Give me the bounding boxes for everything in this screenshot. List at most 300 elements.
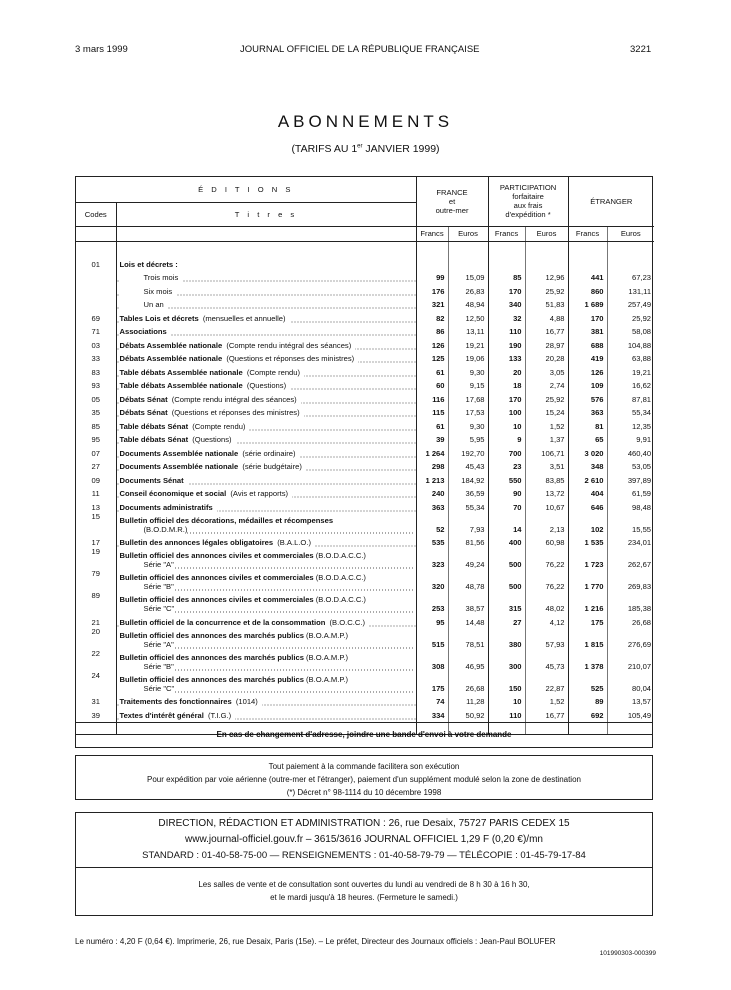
price-cell: 3,05	[525, 363, 568, 377]
price-cell: 25,92	[525, 390, 568, 404]
price-cell: 22,87	[525, 671, 568, 693]
price-cell: 308	[416, 649, 448, 671]
price-cell: 78,51	[448, 627, 488, 649]
price-cell: 363	[416, 498, 448, 512]
row-title-detail: (Questions)	[190, 435, 232, 444]
row-title	[116, 390, 416, 404]
price-cell: 262,67	[607, 547, 654, 569]
price-cell: 1,52	[525, 417, 568, 431]
price-cell	[525, 255, 568, 269]
price-cell: 9,30	[448, 417, 488, 431]
price-cell: 10,67	[525, 498, 568, 512]
row-title	[116, 323, 416, 337]
header-page-number: 3221	[630, 44, 652, 55]
address-change-notice: En cas de changement d'adresse, joindre une bande d'envoi à votre demande	[75, 722, 653, 748]
price-cell: 184,92	[448, 471, 488, 485]
price-cell: 26,68	[448, 671, 488, 693]
unit-euros: Euros	[525, 226, 568, 241]
table-row	[76, 671, 654, 693]
price-cell: 860	[568, 282, 607, 296]
price-cell: 104,88	[607, 336, 654, 350]
tarifs-table-frame	[75, 176, 653, 735]
row-title	[116, 255, 416, 269]
table-row	[76, 485, 654, 499]
price-cell: 55,34	[607, 404, 654, 418]
price-cell: 48,78	[448, 569, 488, 591]
price-cell: 25,92	[607, 309, 654, 323]
row-title	[116, 485, 416, 499]
payment-line: (*) Décret n° 98-1114 du 10 décembre 1998	[286, 788, 442, 797]
row-code: 31	[91, 697, 100, 706]
price-cell: 11,28	[448, 693, 488, 707]
unit-francs: Francs	[488, 226, 525, 241]
price-cell	[568, 255, 607, 269]
row-code: 09	[91, 475, 100, 485]
row-title-main: Bulletin officiel des annonces civiles et commerciales	[119, 551, 314, 560]
price-cell: 15,09	[448, 269, 488, 283]
row-code: 93	[91, 381, 100, 390]
row-code: 69	[91, 313, 100, 323]
row-code: 15	[91, 511, 100, 521]
price-cell: 102	[568, 512, 607, 534]
price-cell: 240	[416, 485, 448, 499]
row-title-main: Débats Sénat	[119, 394, 168, 404]
row-title	[116, 512, 416, 534]
price-cell: 81,56	[448, 534, 488, 548]
price-cell: 105,49	[607, 706, 654, 720]
price-cell: 26,83	[448, 282, 488, 296]
row-title-main: Table débats Sénat	[119, 435, 189, 444]
price-cell	[607, 255, 654, 269]
row-code: 89	[91, 591, 100, 600]
price-cell: 340	[488, 296, 525, 310]
price-cell: 688	[568, 336, 607, 350]
price-cell: 20,28	[525, 350, 568, 364]
price-cell: 53,05	[607, 458, 654, 472]
header-participation: PARTICIPATION forfaitaire aux frais d'expédition *	[488, 177, 568, 226]
price-cell: 190	[488, 336, 525, 350]
price-cell: 48,94	[448, 296, 488, 310]
row-title	[116, 444, 416, 458]
price-cell: 76,22	[525, 547, 568, 569]
row-title-main: Bulletin officiel des annonces des marchés publics	[119, 630, 304, 640]
unit-euros: Euros	[448, 226, 488, 241]
price-cell: 300	[488, 649, 525, 671]
row-title-series: Série "C"	[120, 684, 175, 693]
price-cell: 150	[488, 671, 525, 693]
row-title-main: Lois et décrets :	[119, 259, 178, 269]
price-cell: 315	[488, 591, 525, 613]
unit-euros: Euros	[607, 226, 654, 241]
price-cell: 334	[416, 706, 448, 720]
header-france: FRANCE et outre-mer	[416, 177, 488, 226]
row-code: 85	[91, 421, 100, 431]
table-row	[76, 458, 654, 472]
price-cell: 3,51	[525, 458, 568, 472]
row-title-detail: (Avis et rapports)	[228, 489, 289, 498]
price-cell	[416, 255, 448, 269]
price-cell: 176	[416, 282, 448, 296]
row-code: 83	[91, 367, 100, 377]
row-title-main: Traitements des fonctionnaires	[119, 697, 232, 706]
price-cell: 9,15	[448, 377, 488, 391]
table-row	[76, 471, 654, 485]
row-title-series: Série "C"	[120, 604, 175, 613]
payment-line: Tout paiement à la commande facilitera son exécution	[268, 762, 460, 771]
price-cell: 58,08	[607, 323, 654, 337]
row-title-detail: (Compte rendu intégral des séances)	[169, 394, 297, 404]
price-cell: 700	[488, 444, 525, 458]
row-title-main: Documents Assemblée nationale	[119, 448, 239, 458]
table-row	[76, 444, 654, 458]
row-title	[116, 613, 416, 627]
table-row	[76, 591, 654, 613]
price-cell: 55,34	[448, 498, 488, 512]
price-cell: 87,81	[607, 390, 654, 404]
price-cell: 500	[488, 547, 525, 569]
row-title-detail: (B.O.C.C.)	[327, 617, 365, 627]
admin-line: STANDARD : 01-40-58-75-00 — RENSEIGNEMENTS : 01-40-58-79-79 — TÉLÉCOPIE : 01-45-79-17-84	[142, 850, 586, 861]
price-cell: 39	[416, 431, 448, 445]
row-title	[116, 269, 416, 283]
row-code: 11	[91, 489, 100, 498]
row-code	[76, 269, 116, 283]
price-cell: 257,49	[607, 296, 654, 310]
row-title-detail: (B.O.D.A.C.C.)	[313, 595, 366, 604]
price-cell: 7,93	[448, 512, 488, 534]
row-code	[76, 296, 116, 310]
row-title-main: Table débats Assemblée nationale	[119, 367, 243, 377]
price-cell: 2 610	[568, 471, 607, 485]
row-title-main: Documents Assemblée nationale	[119, 462, 239, 471]
price-cell: 50,92	[448, 706, 488, 720]
price-cell: 1 815	[568, 627, 607, 649]
price-cell: 60	[416, 377, 448, 391]
price-cell: 82	[416, 309, 448, 323]
row-title-detail: (Questions et réponses des ministres)	[169, 408, 300, 417]
row-title	[116, 627, 416, 649]
page-title: ABONNEMENTS	[277, 112, 454, 131]
row-code: 24	[91, 670, 100, 680]
price-cell: 419	[568, 350, 607, 364]
price-cell: 13,72	[525, 485, 568, 499]
footer-text: Le numéro : 4,20 F (0,64 €). Imprimerie, 26, rue Desaix, Paris (15e). – Le préfet, Directeur des Journaux officiels : Jean-Paul BOLUFER	[75, 937, 556, 946]
unit-francs: Francs	[416, 226, 448, 241]
price-cell: 170	[488, 390, 525, 404]
price-cell: 14,48	[448, 613, 488, 627]
row-code: 05	[91, 394, 100, 404]
price-cell: 19,21	[607, 363, 654, 377]
footer-id: 101990303-000399	[599, 950, 656, 957]
price-cell: 126	[416, 336, 448, 350]
table-row	[76, 706, 654, 720]
price-cell: 61,59	[607, 485, 654, 499]
row-title-detail: (Questions et réponses des ministres)	[224, 354, 355, 363]
price-cell: 10	[488, 693, 525, 707]
price-cell: 131,11	[607, 282, 654, 296]
sales-line: Les salles de vente et de consultation sont ouvertes du lundi au vendredi de 8 h 30 à 16 h 30,	[198, 880, 530, 889]
price-cell: 19,21	[448, 336, 488, 350]
price-cell: 525	[568, 671, 607, 693]
row-title-main: Bulletin officiel de la concurrence et de la consommation	[119, 617, 326, 627]
row-title-main: Documents Sénat	[119, 475, 184, 485]
price-cell: 76,22	[525, 569, 568, 591]
row-title	[116, 649, 416, 671]
price-cell: 5,95	[448, 431, 488, 445]
price-cell: 28,97	[525, 336, 568, 350]
row-title-detail: (B.O.D.A.C.C.)	[313, 551, 366, 560]
price-cell: 12,50	[448, 309, 488, 323]
price-cell: 99	[416, 269, 448, 283]
price-cell: 15,55	[607, 512, 654, 534]
header-titres: T i t r e s	[116, 202, 416, 226]
row-title	[116, 534, 416, 548]
row-title-detail: (B.O.D.A.C.C.)	[313, 573, 366, 582]
row-title-main: Débats Sénat	[119, 408, 168, 417]
row-title-series: Série "B"	[120, 662, 174, 671]
price-cell: 61	[416, 363, 448, 377]
price-cell: 10	[488, 417, 525, 431]
price-cell: 348	[568, 458, 607, 472]
price-cell: 441	[568, 269, 607, 283]
row-title-main: Table débats Assemblée nationale	[119, 381, 243, 390]
price-cell: 276,69	[607, 627, 654, 649]
price-cell: 17,68	[448, 390, 488, 404]
price-cell: 86	[416, 323, 448, 337]
row-title-detail: (B.O.A.M.P.)	[303, 674, 349, 684]
table-row	[76, 269, 654, 283]
price-cell: 16,62	[607, 377, 654, 391]
header-etranger: ÉTRANGER	[568, 177, 654, 226]
table-row	[76, 296, 654, 310]
row-title	[116, 569, 416, 591]
row-title	[116, 671, 416, 693]
table-row	[76, 498, 654, 512]
header-codes: Codes	[76, 202, 116, 226]
price-cell: 116	[416, 390, 448, 404]
price-cell: 550	[488, 471, 525, 485]
row-code: 13	[91, 502, 100, 512]
row-title-main: Bulletin officiel des annonces des marchés publics	[119, 652, 304, 662]
price-cell: 51,83	[525, 296, 568, 310]
row-title-period: Trois mois	[120, 273, 181, 282]
payment-notice	[75, 755, 653, 800]
admin-line: DIRECTION, RÉDACTION ET ADMINISTRATION : 26, rue Desaix, 75727 PARIS CEDEX 15	[158, 818, 570, 829]
price-cell: 9,91	[607, 431, 654, 445]
price-cell: 16,77	[525, 706, 568, 720]
row-title-detail: (Questions)	[244, 381, 287, 390]
price-cell: 4,88	[525, 309, 568, 323]
price-cell: 1 535	[568, 534, 607, 548]
price-cell: 20	[488, 363, 525, 377]
price-cell: 515	[416, 627, 448, 649]
row-code: 39	[91, 710, 100, 720]
table-row	[76, 547, 654, 569]
price-cell: 460,40	[607, 444, 654, 458]
price-cell: 12,35	[607, 417, 654, 431]
table-row	[76, 377, 654, 391]
price-cell: 253	[416, 591, 448, 613]
row-title-detail: (série budgétaire)	[240, 462, 302, 471]
row-title-series: (B.O.D.M.R.)	[120, 525, 188, 534]
price-cell: 12,96	[525, 269, 568, 283]
price-cell: 1 378	[568, 649, 607, 671]
price-cell: 23	[488, 458, 525, 472]
price-cell: 27	[488, 613, 525, 627]
table-row	[76, 404, 654, 418]
price-cell: 14	[488, 512, 525, 534]
header-journal: JOURNAL OFFICIEL DE LA RÉPUBLIQUE FRANÇAISE	[240, 44, 480, 55]
price-cell: 210,07	[607, 649, 654, 671]
price-cell: 185,38	[607, 591, 654, 613]
price-cell: 1 213	[416, 471, 448, 485]
price-cell: 80,04	[607, 671, 654, 693]
row-code: 33	[91, 354, 100, 363]
row-code: 27	[91, 462, 100, 471]
price-cell: 26,68	[607, 613, 654, 627]
price-cell: 65	[568, 431, 607, 445]
row-title-detail: (B.O.A.M.P.)	[303, 630, 349, 640]
price-cell: 404	[568, 485, 607, 499]
table-row	[76, 390, 654, 404]
price-cell: 95	[416, 613, 448, 627]
admin-line: www.journal-officiel.gouv.fr – 3615/3616 JOURNAL OFFICIEL 1,29 F (0,20 €)/mn	[185, 834, 543, 845]
payment-line: Pour expédition par voie aérienne (outre-mer et l'étranger), paiement d'un supplément modulé selon la zone de destination	[147, 775, 581, 784]
row-title-detail: (Compte rendu)	[244, 367, 301, 377]
price-cell: 9,30	[448, 363, 488, 377]
row-code: 22	[91, 648, 100, 658]
row-title-main: Bulletin officiel des annonces civiles et commerciales	[119, 595, 314, 604]
row-title-main: Textes d'intérêt général	[119, 710, 204, 720]
table-row	[76, 693, 654, 707]
table-row	[76, 627, 654, 649]
table-row	[76, 323, 654, 337]
price-cell: 9	[488, 431, 525, 445]
row-title-detail: (mensuelles et annuelle)	[200, 313, 286, 323]
price-cell: 52	[416, 512, 448, 534]
row-title-main: Débats Assemblée nationale	[119, 340, 223, 350]
row-code: 71	[91, 327, 100, 336]
row-code: 21	[91, 617, 100, 627]
row-title	[116, 591, 416, 613]
price-cell: 400	[488, 534, 525, 548]
row-title-detail: (B.A.L.O.)	[275, 538, 311, 547]
price-cell: 19,06	[448, 350, 488, 364]
row-code: 79	[91, 569, 100, 578]
row-code: 17	[91, 538, 100, 547]
price-cell: 13,57	[607, 693, 654, 707]
row-title-main: Tables Lois et décrets	[119, 313, 199, 323]
price-cell: 3 020	[568, 444, 607, 458]
price-cell: 32	[488, 309, 525, 323]
row-title	[116, 431, 416, 445]
price-cell: 646	[568, 498, 607, 512]
table-row	[76, 569, 654, 591]
row-title-series: Série "A"	[120, 560, 174, 569]
price-cell: 1,37	[525, 431, 568, 445]
price-cell: 81	[568, 417, 607, 431]
price-cell: 46,95	[448, 649, 488, 671]
price-cell: 109	[568, 377, 607, 391]
price-cell: 89	[568, 693, 607, 707]
price-cell	[448, 255, 488, 269]
table-row	[76, 417, 654, 431]
price-cell: 83,85	[525, 471, 568, 485]
price-cell: 110	[488, 323, 525, 337]
row-title-main: Bulletin des annonces légales obligatoires	[119, 538, 274, 547]
row-code	[76, 282, 116, 296]
price-cell: 576	[568, 390, 607, 404]
row-title	[116, 498, 416, 512]
price-cell: 2,74	[525, 377, 568, 391]
price-cell: 320	[416, 569, 448, 591]
row-title-detail: (série ordinaire)	[240, 448, 296, 458]
price-cell: 170	[488, 282, 525, 296]
row-title	[116, 471, 416, 485]
price-cell: 323	[416, 547, 448, 569]
row-title-main: Bulletin officiel des annonces civiles et commerciales	[119, 573, 314, 582]
sales-box	[75, 868, 653, 916]
price-cell: 60,98	[525, 534, 568, 548]
price-cell: 17,53	[448, 404, 488, 418]
table-row	[76, 350, 654, 364]
price-cell: 381	[568, 323, 607, 337]
table-row	[76, 534, 654, 548]
row-title-main: Conseil économique et social	[119, 489, 227, 498]
row-title	[116, 693, 416, 707]
price-cell: 1 264	[416, 444, 448, 458]
price-cell: 380	[488, 627, 525, 649]
price-cell: 115	[416, 404, 448, 418]
row-title	[116, 282, 416, 296]
price-cell: 49,24	[448, 547, 488, 569]
table-row	[76, 512, 654, 534]
row-title-main: Bulletin officiel des annonces des marchés publics	[119, 674, 304, 684]
price-cell: 110	[488, 706, 525, 720]
row-title	[116, 706, 416, 720]
price-cell: 67,23	[607, 269, 654, 283]
table-row	[76, 282, 654, 296]
row-title	[116, 417, 416, 431]
price-cell: 4,12	[525, 613, 568, 627]
price-cell: 85	[488, 269, 525, 283]
price-cell: 1 770	[568, 569, 607, 591]
price-cell: 18	[488, 377, 525, 391]
price-cell: 500	[488, 569, 525, 591]
price-cell: 192,70	[448, 444, 488, 458]
header-editions: É D I T I O N S	[76, 177, 416, 202]
row-code: 03	[91, 340, 100, 350]
row-code: 01	[91, 259, 100, 269]
price-cell: 1 723	[568, 547, 607, 569]
table-row	[76, 255, 654, 269]
row-title	[116, 404, 416, 418]
price-cell: 126	[568, 363, 607, 377]
price-cell: 74	[416, 693, 448, 707]
table-row	[76, 336, 654, 350]
price-cell: 535	[416, 534, 448, 548]
row-title	[116, 336, 416, 350]
administration-box	[75, 812, 653, 868]
price-cell: 298	[416, 458, 448, 472]
price-cell: 692	[568, 706, 607, 720]
row-title	[116, 350, 416, 364]
row-title	[116, 377, 416, 391]
row-code: 95	[91, 435, 100, 444]
row-title-detail: (T.I.G.)	[205, 710, 232, 720]
row-code: 07	[91, 448, 100, 458]
price-cell: 61	[416, 417, 448, 431]
